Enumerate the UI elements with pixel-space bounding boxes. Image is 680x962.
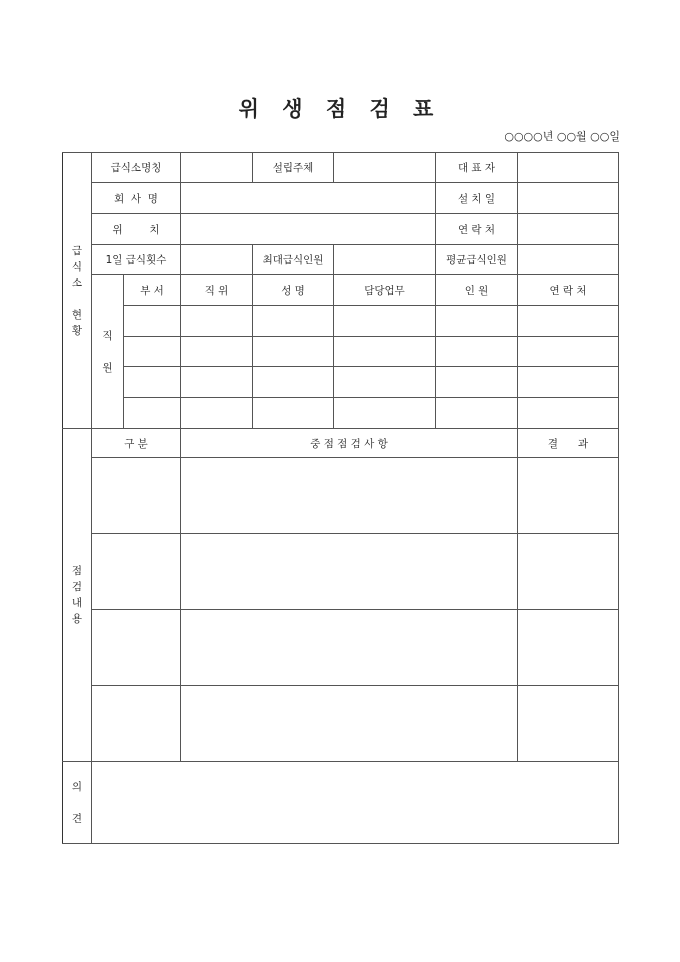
staff-header-count: 인 원 bbox=[436, 275, 518, 306]
staff-header-position: 직 위 bbox=[181, 275, 253, 306]
staff-header-name: 성 명 bbox=[253, 275, 334, 306]
max-meals-label: 최대급식인원 bbox=[253, 245, 334, 275]
section-facility-label: 급 식 소 현 황 bbox=[63, 153, 92, 429]
category-header: 구 분 bbox=[92, 429, 181, 458]
company-name-field[interactable] bbox=[181, 183, 436, 214]
facility-name-label: 급식소명칭 bbox=[92, 153, 181, 183]
inspection-row bbox=[63, 534, 619, 610]
staff-row bbox=[63, 306, 619, 337]
staff-header-contact: 연 락 처 bbox=[518, 275, 619, 306]
facility-name-field[interactable] bbox=[181, 153, 253, 183]
max-meals-field[interactable] bbox=[334, 245, 436, 275]
company-name-label: 회 사 명 bbox=[92, 183, 181, 214]
staff-header-dept: 부 서 bbox=[124, 275, 181, 306]
inspection-row bbox=[63, 610, 619, 686]
location-field[interactable] bbox=[181, 214, 436, 245]
inspection-row bbox=[63, 686, 619, 762]
staff-row bbox=[63, 398, 619, 429]
result-header: 결 과 bbox=[518, 429, 619, 458]
staff-label: 직 원 bbox=[92, 275, 124, 429]
install-date-label: 설 치 일 bbox=[436, 183, 518, 214]
page-title: 위 생 점 검 표 bbox=[238, 97, 442, 121]
contact-label: 연 락 처 bbox=[436, 214, 518, 245]
founder-label: 설립주체 bbox=[253, 153, 334, 183]
install-date-field[interactable] bbox=[518, 183, 619, 214]
section-inspection-label: 점 검 내 용 bbox=[63, 429, 92, 762]
daily-meals-field[interactable] bbox=[181, 245, 253, 275]
founder-field[interactable] bbox=[334, 153, 436, 183]
staff-header-duty: 담당업무 bbox=[334, 275, 436, 306]
avg-meals-field[interactable] bbox=[518, 245, 619, 275]
representative-field[interactable] bbox=[518, 153, 619, 183]
representative-label: 대 표 자 bbox=[436, 153, 518, 183]
checkpoint-header: 중 점 점 검 사 항 bbox=[181, 429, 518, 458]
inspection-row bbox=[63, 458, 619, 534]
staff-row bbox=[63, 367, 619, 398]
inspection-table bbox=[62, 152, 619, 844]
daily-meals-label: 1일 급식횟수 bbox=[92, 245, 181, 275]
date-line: ○○○○년 ○○월 ○○일 bbox=[504, 130, 620, 143]
opinion-field[interactable] bbox=[92, 762, 619, 844]
contact-field[interactable] bbox=[518, 214, 619, 245]
avg-meals-label: 평균급식인원 bbox=[436, 245, 518, 275]
staff-row bbox=[63, 337, 619, 367]
section-opinion-label: 의 견 bbox=[63, 762, 92, 844]
location-label: 위 치 bbox=[92, 214, 181, 245]
